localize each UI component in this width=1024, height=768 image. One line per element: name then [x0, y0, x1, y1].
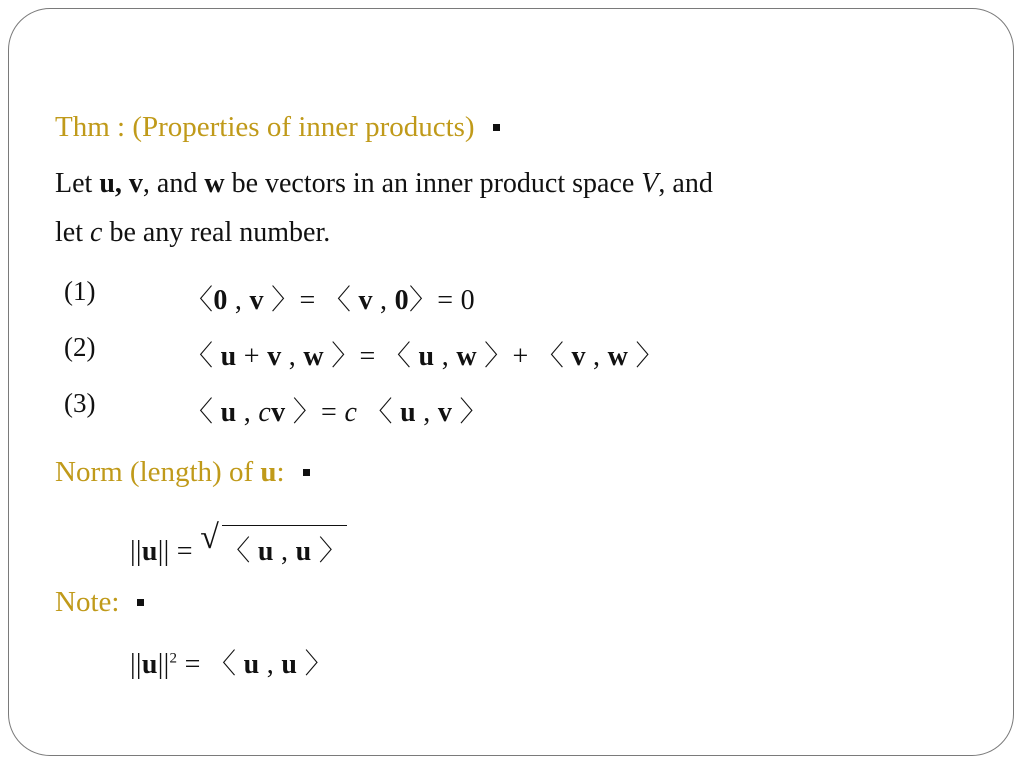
bullet-icon — [303, 469, 310, 476]
scalar-c: c — [90, 217, 103, 248]
note-formula: $||u||^2$ = 〈 u , u 〉 — [130, 649, 333, 680]
norm-lhs: ||u|| = — [130, 536, 201, 567]
exponent-2: 2 — [169, 650, 178, 667]
property-1-number: (1) — [64, 276, 96, 306]
theorem-title: Thm : (Properties of inner products) — [55, 111, 475, 143]
space-V: V — [641, 168, 659, 199]
vector-w: w — [204, 168, 225, 199]
theorem-heading — [55, 110, 500, 144]
bullet-icon — [137, 599, 144, 606]
property-3-number: (3) — [64, 388, 96, 418]
norm-heading: Norm (length) of u: — [55, 455, 310, 489]
bullet-icon — [493, 124, 500, 131]
property-3-expression: 〈 u , cv 〉= c 〈 u , v 〉 — [185, 397, 488, 428]
norm-formula — [130, 519, 348, 569]
property-2-expression: 〈 u + v , w 〉= 〈 u , w 〉+ 〈 v , w 〉 — [185, 341, 664, 372]
vectors-uv: u, v — [99, 168, 143, 199]
norm-var: u — [260, 456, 277, 488]
sqrt-symbol: √ 〈 u , u 〉 — [200, 519, 348, 567]
note-heading: Note: — [55, 585, 144, 619]
norm-radicand: 〈 u , u 〉 — [222, 525, 347, 569]
property-2-number: (2) — [64, 332, 96, 362]
property-1-expression: 〈0 , v 〉= 〈 v , 0〉= 0 — [185, 285, 475, 316]
theorem-intro-line-2: let c be any real number. — [55, 217, 331, 248]
theorem-intro-line-1: Let u, v, and w be vectors in an inner product space V, and — [55, 168, 713, 199]
